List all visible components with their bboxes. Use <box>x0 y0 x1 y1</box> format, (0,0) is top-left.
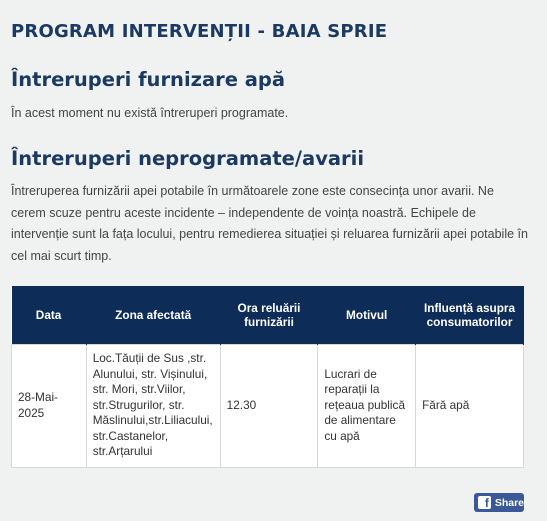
table-header-row <box>12 286 524 344</box>
cell-resume-time: 12.30 <box>220 344 318 467</box>
cell-zone: Loc.Tăuții de Sus ,str. Alunului, str. Vișinului, str. Mori, str.Viilor, str.Strugurilor, str. Măslinului,str.Liliacului, str.Castanelor, str.Arțarului <box>86 344 220 467</box>
header-zone: Zona afectată <box>86 286 220 344</box>
page-title: PROGRAM INTERVENȚII - BAIA SPRIE <box>11 21 388 42</box>
planned-interruptions-text: În acest moment nu există întreruperi programate. <box>11 106 289 120</box>
share-label: Share <box>494 496 524 509</box>
cell-date: 28-Mai-2025 <box>12 344 87 467</box>
unplanned-interruptions-heading: Întreruperi neprogramate/avarii <box>11 147 365 170</box>
header-impact: Influență asupra consumatorilor <box>416 286 524 344</box>
cell-impact: Fără apă <box>416 344 524 467</box>
unplanned-interruptions-text: Întreruperea furnizării apei potabile în următoarele zone este consecința unor avarii. Ne cerem scuze pentru aceste incidente – independente de voința noastră. Echipele de intervenție sunt la fața locului, pentru remedierea situației și reluarea furnizării apei potabile în cel mai scurt timp. <box>11 184 528 263</box>
facebook-share-button[interactable] <box>474 493 524 512</box>
cell-reason: Lucrari de reparații la rețeaua publică de alimentare cu apă <box>318 344 416 467</box>
header-date: Data <box>12 286 87 344</box>
header-resume-time: Ora reluării furnizării <box>220 286 318 344</box>
facebook-icon: f <box>478 496 491 509</box>
header-reason: Motivul <box>318 286 416 344</box>
table-row <box>12 344 524 467</box>
interruptions-table <box>11 286 524 468</box>
planned-interruptions-heading: Întreruperi furnizare apă <box>11 68 286 91</box>
